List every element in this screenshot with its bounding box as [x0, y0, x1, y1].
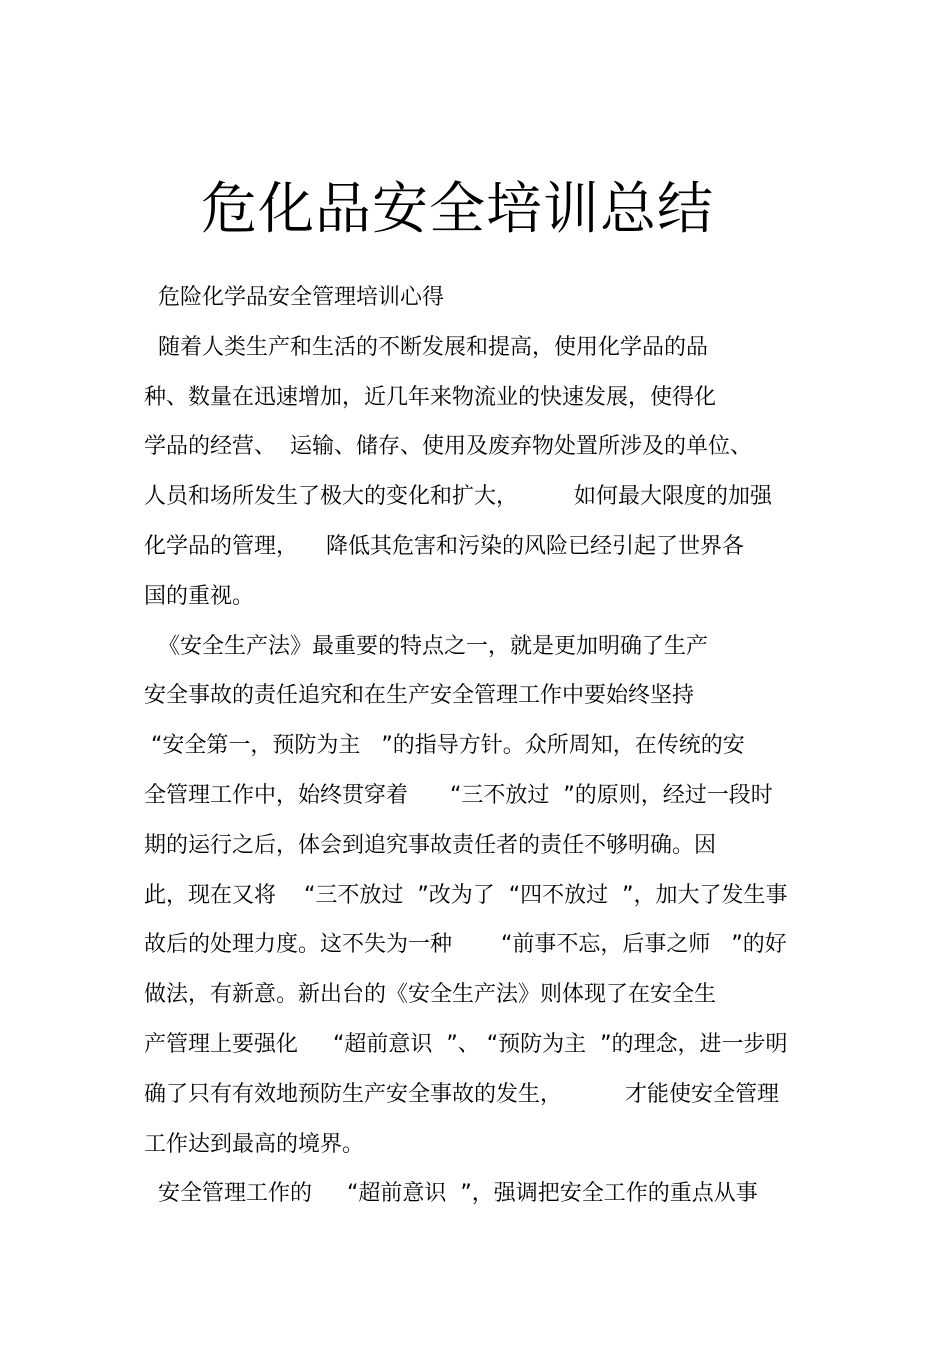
body-line: 做法，有新意。新出台的《安全生产法》则体现了在安全生	[144, 982, 717, 1008]
body-line: 全管理工作中，始终贯穿着 “三不放过 ”的原则，经过一段时	[144, 782, 773, 808]
body-line: 《安全生产法》最重要的特点之一，就是更加明确了生产	[144, 633, 708, 659]
document-body	[144, 280, 844, 1226]
body-line: 期的运行之后，体会到追究事故责任者的责任不够明确。因	[144, 832, 717, 858]
body-line: 危险化学品安全管理培训心得	[144, 285, 444, 310]
body-line: 学品的经营、 运输、储存、使用及废弃物处置所涉及的单位、	[144, 434, 752, 460]
body-line: 随着人类生产和生活的不断发展和提高，使用化学品的品	[144, 334, 708, 360]
document-title: 危化品安全培训总结	[201, 177, 714, 242]
body-line: 产管理上要强化 “超前意识 ”、 “预防为主 ”的理念，进一步明	[144, 1031, 788, 1057]
body-line: 此，现在又将 “三不放过 ”改为了 “四不放过 ”，加大了发生事	[144, 882, 788, 908]
body-line: 安全事故的责任追究和在生产安全管理工作中要始终坚持	[144, 683, 695, 709]
body-line: 国的重视。	[144, 583, 255, 609]
body-line: 工作达到最高的境界。	[144, 1131, 365, 1157]
body-line: “安全第一，预防为主 ”的指导方针。众所周知，在传统的安	[144, 733, 745, 759]
body-line: 安全管理工作的 “超前意识 ”，强调把安全工作的重点从事	[144, 1181, 758, 1207]
body-line: 人员和场所发生了极大的变化和扩大， 如何最大限度的加强	[144, 484, 772, 510]
body-line: 化学品的管理， 降低其危害和污染的风险已经引起了世界各	[144, 533, 744, 559]
body-line: 确了只有有效地预防生产安全事故的发生， 才能使安全管理	[144, 1081, 779, 1107]
body-line: 种、数量在迅速增加，近几年来物流业的快速发展，使得化	[144, 384, 717, 410]
body-line: 故后的处理力度。这不失为一种 “前事不忘，后事之师 ”的好	[144, 932, 787, 958]
